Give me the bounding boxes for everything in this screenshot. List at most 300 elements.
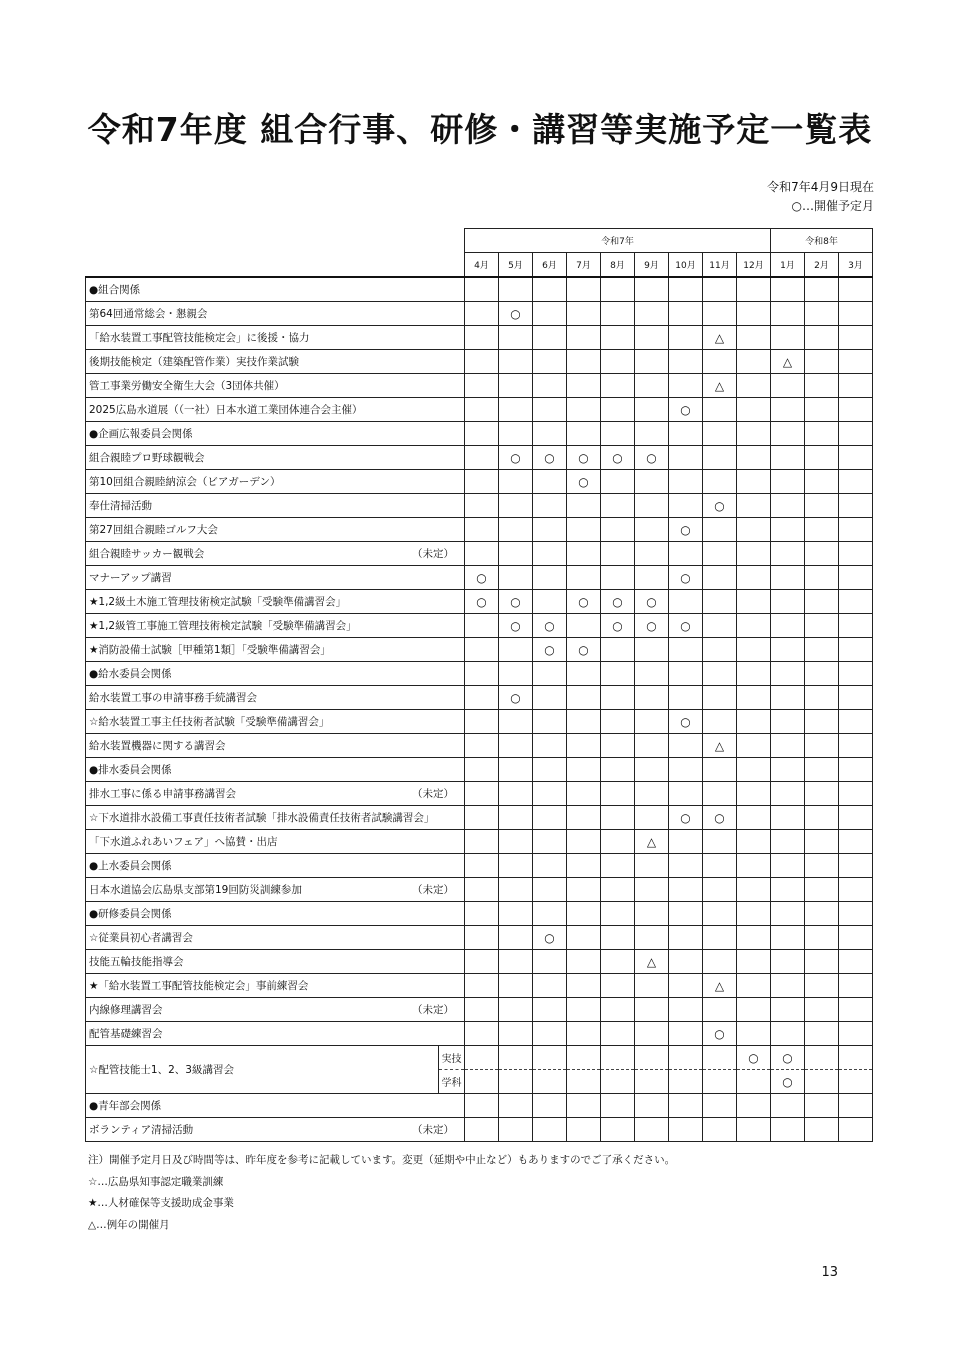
month-cell xyxy=(635,1118,669,1142)
month-cell xyxy=(601,686,635,710)
month-cell xyxy=(737,974,771,998)
month-cell xyxy=(839,854,873,878)
month-cell xyxy=(805,926,839,950)
month-cell xyxy=(533,374,567,398)
month-cell xyxy=(737,542,771,566)
month-cell xyxy=(669,302,703,326)
month-cell xyxy=(805,1118,839,1142)
month-cell xyxy=(737,638,771,662)
month-cell xyxy=(771,1022,805,1046)
month-cell xyxy=(499,806,533,830)
month-cell xyxy=(601,422,635,446)
month-cell xyxy=(465,542,499,566)
month-cell xyxy=(839,662,873,686)
month-cell xyxy=(839,446,873,470)
month-cell xyxy=(703,710,737,734)
month-cell xyxy=(839,494,873,518)
month-cell xyxy=(771,470,805,494)
month-cell: ○ xyxy=(465,590,499,614)
month-cell xyxy=(737,902,771,926)
month-cell xyxy=(737,878,771,902)
month-cell: ○ xyxy=(533,614,567,638)
month-cell xyxy=(771,758,805,782)
month-cell xyxy=(703,686,737,710)
month-cell xyxy=(635,758,669,782)
month-cell xyxy=(601,1046,635,1070)
month-cell: ○ xyxy=(669,614,703,638)
month-cell xyxy=(703,302,737,326)
month-cell xyxy=(567,518,601,542)
month-cell: ○ xyxy=(737,1046,771,1070)
month-cell xyxy=(533,854,567,878)
month-cell xyxy=(567,1022,601,1046)
month-cell xyxy=(567,1094,601,1118)
month-cell xyxy=(635,974,669,998)
tbd-note: （未定） xyxy=(412,1004,454,1016)
month-cell xyxy=(499,878,533,902)
month-cell xyxy=(737,614,771,638)
month-cell xyxy=(771,1094,805,1118)
month-cell xyxy=(567,734,601,758)
event-name: 技能五輪技能指導会 xyxy=(86,950,465,974)
month-cell xyxy=(601,974,635,998)
month-header: 2月 xyxy=(805,253,839,278)
table-row xyxy=(86,686,873,710)
month-cell xyxy=(839,422,873,446)
month-cell xyxy=(533,806,567,830)
month-cell xyxy=(839,950,873,974)
month-cell xyxy=(635,902,669,926)
month-cell xyxy=(601,638,635,662)
month-cell xyxy=(635,806,669,830)
month-cell xyxy=(805,542,839,566)
month-cell xyxy=(839,902,873,926)
month-cell xyxy=(533,950,567,974)
month-cell xyxy=(669,422,703,446)
month-cell xyxy=(635,926,669,950)
month-cell xyxy=(533,494,567,518)
month-cell xyxy=(635,854,669,878)
month-cell xyxy=(499,374,533,398)
month-cell xyxy=(601,518,635,542)
month-cell xyxy=(635,638,669,662)
month-cell xyxy=(601,494,635,518)
month-cell xyxy=(669,350,703,374)
event-label: 日本水道協会広島県支部第19回防災訓練参加 xyxy=(89,884,302,896)
month-cell xyxy=(737,590,771,614)
month-cell xyxy=(771,806,805,830)
month-cell xyxy=(465,1118,499,1142)
month-cell xyxy=(567,302,601,326)
month-cell xyxy=(533,470,567,494)
month-cell xyxy=(805,1022,839,1046)
month-cell xyxy=(533,590,567,614)
month-cell xyxy=(839,734,873,758)
month-cell xyxy=(771,614,805,638)
month-cell xyxy=(669,734,703,758)
month-cell xyxy=(465,734,499,758)
month-cell xyxy=(669,542,703,566)
month-cell xyxy=(533,398,567,422)
table-row xyxy=(86,710,873,734)
month-cell xyxy=(669,926,703,950)
month-cell xyxy=(533,710,567,734)
month-cell: ○ xyxy=(771,1046,805,1070)
month-cell xyxy=(737,782,771,806)
month-cell xyxy=(499,926,533,950)
month-cell xyxy=(533,326,567,350)
month-cell xyxy=(737,398,771,422)
month-cell xyxy=(771,686,805,710)
event-name: ☆従業員初心者講習会 xyxy=(86,926,465,950)
month-cell xyxy=(635,998,669,1022)
month-cell xyxy=(635,1046,669,1070)
month-cell xyxy=(737,518,771,542)
month-cell xyxy=(465,998,499,1022)
month-cell xyxy=(771,782,805,806)
month-cell xyxy=(499,542,533,566)
month-cell: ○ xyxy=(635,614,669,638)
month-cell xyxy=(669,1046,703,1070)
month-cell xyxy=(805,350,839,374)
month-cell xyxy=(465,374,499,398)
month-cell xyxy=(839,926,873,950)
month-cell xyxy=(737,734,771,758)
month-cell xyxy=(601,1022,635,1046)
month-cell xyxy=(499,782,533,806)
month-cell xyxy=(499,854,533,878)
month-cell: ○ xyxy=(533,926,567,950)
event-name: ★「給水装置工事配管技能検定会」事前練習会 xyxy=(86,974,465,998)
month-cell xyxy=(567,566,601,590)
month-cell xyxy=(703,878,737,902)
month-cell xyxy=(533,1046,567,1070)
month-cell xyxy=(805,734,839,758)
month-cell xyxy=(839,782,873,806)
as-of-date: 令和7年4月9日現在 xyxy=(767,180,874,194)
month-cell xyxy=(465,638,499,662)
month-cell xyxy=(499,902,533,926)
month-cell xyxy=(499,350,533,374)
month-cell xyxy=(533,998,567,1022)
month-cell: ○ xyxy=(601,446,635,470)
month-cell xyxy=(669,662,703,686)
event-name: 第64回通常総会・懇親会 xyxy=(86,302,465,326)
month-cell xyxy=(499,662,533,686)
month-header: 10月 xyxy=(669,253,703,278)
month-cell xyxy=(669,686,703,710)
table-row xyxy=(86,374,873,398)
month-cell: △ xyxy=(703,734,737,758)
month-cell xyxy=(771,926,805,950)
month-cell xyxy=(499,326,533,350)
month-cell xyxy=(737,374,771,398)
month-cell xyxy=(465,422,499,446)
month-cell xyxy=(805,998,839,1022)
month-cell xyxy=(771,542,805,566)
table-row xyxy=(86,590,873,614)
event-name: 第27回組合親睦ゴルフ大会 xyxy=(86,518,465,542)
event-name: ☆下水道排水設備工事責任技術者試験「排水設備責任技術者試験講習会」 xyxy=(86,806,465,830)
note-triangle: △…例年の開催月 xyxy=(88,1218,170,1231)
table-row xyxy=(86,518,873,542)
month-cell xyxy=(703,1118,737,1142)
month-cell xyxy=(737,470,771,494)
month-cell xyxy=(771,398,805,422)
month-cell: ○ xyxy=(499,686,533,710)
month-cell xyxy=(805,974,839,998)
month-cell xyxy=(703,950,737,974)
month-cell xyxy=(703,1070,737,1094)
month-cell xyxy=(703,446,737,470)
month-cell xyxy=(567,854,601,878)
month-cell xyxy=(737,350,771,374)
month-cell: ○ xyxy=(669,806,703,830)
table-row xyxy=(86,350,873,374)
month-cell xyxy=(533,566,567,590)
table-row xyxy=(86,614,873,638)
month-cell xyxy=(737,806,771,830)
month-cell xyxy=(737,926,771,950)
month-cell xyxy=(771,494,805,518)
month-cell xyxy=(669,830,703,854)
month-header: 11月 xyxy=(703,253,737,278)
month-cell xyxy=(533,662,567,686)
month-cell xyxy=(839,1046,873,1070)
month-cell xyxy=(669,470,703,494)
month-header: 3月 xyxy=(839,253,873,278)
tbd-note: （未定） xyxy=(412,548,454,560)
month-cell: ○ xyxy=(635,446,669,470)
month-cell xyxy=(669,878,703,902)
header-blank xyxy=(86,253,465,278)
month-cell xyxy=(567,902,601,926)
month-cell xyxy=(703,422,737,446)
month-cell xyxy=(601,398,635,422)
month-cell xyxy=(669,950,703,974)
month-cell xyxy=(669,277,703,302)
month-cell xyxy=(567,758,601,782)
month-cell xyxy=(601,302,635,326)
month-cell xyxy=(601,566,635,590)
month-cell xyxy=(771,446,805,470)
month-cell: △ xyxy=(703,326,737,350)
section-row xyxy=(86,422,873,446)
month-cell xyxy=(771,326,805,350)
table-row xyxy=(86,398,873,422)
sub-label: 学科 xyxy=(439,1070,465,1094)
month-cell xyxy=(465,518,499,542)
month-cell xyxy=(499,1046,533,1070)
event-name: 第10回組合親睦納涼会（ビアガーデン） xyxy=(86,470,465,494)
month-cell xyxy=(839,638,873,662)
tbd-note: （未定） xyxy=(412,1124,454,1136)
month-cell xyxy=(533,1094,567,1118)
month-cell xyxy=(601,1118,635,1142)
month-cell xyxy=(465,302,499,326)
month-cell xyxy=(669,446,703,470)
table-row xyxy=(86,326,873,350)
month-cell xyxy=(737,854,771,878)
month-cell xyxy=(669,782,703,806)
month-header: 9月 xyxy=(635,253,669,278)
month-cell xyxy=(601,902,635,926)
month-cell xyxy=(771,950,805,974)
month-cell xyxy=(839,1022,873,1046)
event-name: 管工事業労働安全衛生大会（3団体共催） xyxy=(86,374,465,398)
month-cell xyxy=(567,830,601,854)
month-cell xyxy=(805,686,839,710)
month-cell xyxy=(499,422,533,446)
month-cell xyxy=(499,830,533,854)
month-cell xyxy=(533,518,567,542)
month-cell xyxy=(737,446,771,470)
event-name xyxy=(86,782,465,806)
month-cell xyxy=(499,710,533,734)
month-cell xyxy=(601,926,635,950)
table-row xyxy=(86,302,873,326)
month-cell xyxy=(771,662,805,686)
note-star-filled: ★…人材確保等支援助成金事業 xyxy=(88,1197,234,1209)
month-cell xyxy=(669,1094,703,1118)
month-cell xyxy=(465,926,499,950)
month-cell xyxy=(499,734,533,758)
month-header: 6月 xyxy=(533,253,567,278)
month-cell: ○ xyxy=(703,494,737,518)
month-cell: ○ xyxy=(499,302,533,326)
month-cell xyxy=(805,1094,839,1118)
month-cell xyxy=(465,686,499,710)
month-cell xyxy=(635,782,669,806)
table-row xyxy=(86,566,873,590)
note-disclaimer: 注）開催予定月日及び時間等は、昨年度を参考に記載しています。変更（延期や中止など）もありますのでご了承ください。 xyxy=(88,1154,676,1166)
year-header-r8: 令和8年 xyxy=(771,229,873,253)
month-cell xyxy=(771,854,805,878)
month-cell: ○ xyxy=(703,806,737,830)
month-cell xyxy=(635,326,669,350)
month-cell xyxy=(533,542,567,566)
month-cell xyxy=(805,782,839,806)
month-cell xyxy=(601,758,635,782)
month-cell xyxy=(737,302,771,326)
event-name: 配管基礎練習会 xyxy=(86,1022,465,1046)
month-cell xyxy=(465,782,499,806)
month-cell xyxy=(839,686,873,710)
month-cell xyxy=(805,374,839,398)
section-row xyxy=(86,758,873,782)
month-cell xyxy=(839,830,873,854)
month-cell xyxy=(465,398,499,422)
month-cell xyxy=(771,974,805,998)
table-row xyxy=(86,1046,873,1070)
month-cell xyxy=(737,1022,771,1046)
section-title: ●上水委員会関係 xyxy=(86,854,465,878)
month-cell xyxy=(805,854,839,878)
month-cell xyxy=(805,590,839,614)
month-cell xyxy=(839,542,873,566)
month-cell xyxy=(635,1094,669,1118)
month-cell xyxy=(499,950,533,974)
month-cell xyxy=(737,494,771,518)
month-cell xyxy=(669,998,703,1022)
month-cell xyxy=(567,326,601,350)
month-cell xyxy=(499,1094,533,1118)
month-cell xyxy=(703,1046,737,1070)
month-cell xyxy=(567,494,601,518)
month-cell xyxy=(669,326,703,350)
section-row xyxy=(86,662,873,686)
month-header: 7月 xyxy=(567,253,601,278)
month-cell xyxy=(601,806,635,830)
month-cell xyxy=(737,1118,771,1142)
tbd-note: （未定） xyxy=(412,884,454,896)
month-cell xyxy=(737,710,771,734)
month-cell xyxy=(839,614,873,638)
month-cell xyxy=(805,446,839,470)
month-cell xyxy=(635,302,669,326)
month-cell xyxy=(533,1070,567,1094)
month-cell xyxy=(499,1070,533,1094)
month-cell xyxy=(703,638,737,662)
month-cell xyxy=(567,422,601,446)
header-blank xyxy=(86,229,465,253)
month-cell xyxy=(805,277,839,302)
table-row xyxy=(86,494,873,518)
month-cell xyxy=(465,878,499,902)
sub-label: 実技 xyxy=(439,1046,465,1070)
month-cell xyxy=(601,326,635,350)
month-cell xyxy=(771,302,805,326)
month-cell xyxy=(805,614,839,638)
year-header-r7: 令和7年 xyxy=(465,229,771,253)
month-cell xyxy=(635,350,669,374)
month-cell: ○ xyxy=(703,1022,737,1046)
month-cell xyxy=(771,422,805,446)
month-cell xyxy=(703,542,737,566)
month-cell xyxy=(703,902,737,926)
month-cell xyxy=(601,878,635,902)
notes xyxy=(88,1150,675,1236)
month-cell xyxy=(839,974,873,998)
event-name xyxy=(86,998,465,1022)
month-cell xyxy=(703,590,737,614)
month-cell xyxy=(669,1118,703,1142)
month-cell xyxy=(601,1070,635,1094)
month-cell xyxy=(567,350,601,374)
month-cell xyxy=(839,566,873,590)
month-cell xyxy=(805,470,839,494)
month-cell xyxy=(567,374,601,398)
month-cell xyxy=(839,470,873,494)
month-cell xyxy=(669,758,703,782)
month-cell xyxy=(669,854,703,878)
month-cell xyxy=(499,398,533,422)
month-cell xyxy=(805,830,839,854)
header-info xyxy=(767,178,874,216)
month-cell xyxy=(465,494,499,518)
month-cell xyxy=(499,470,533,494)
month-cell xyxy=(465,950,499,974)
month-cell xyxy=(703,350,737,374)
month-cell xyxy=(805,758,839,782)
month-cell xyxy=(839,374,873,398)
section-row xyxy=(86,1094,873,1118)
month-cell xyxy=(567,1046,601,1070)
month-cell xyxy=(805,950,839,974)
month-cell xyxy=(771,374,805,398)
month-cell xyxy=(669,974,703,998)
month-cell xyxy=(465,446,499,470)
